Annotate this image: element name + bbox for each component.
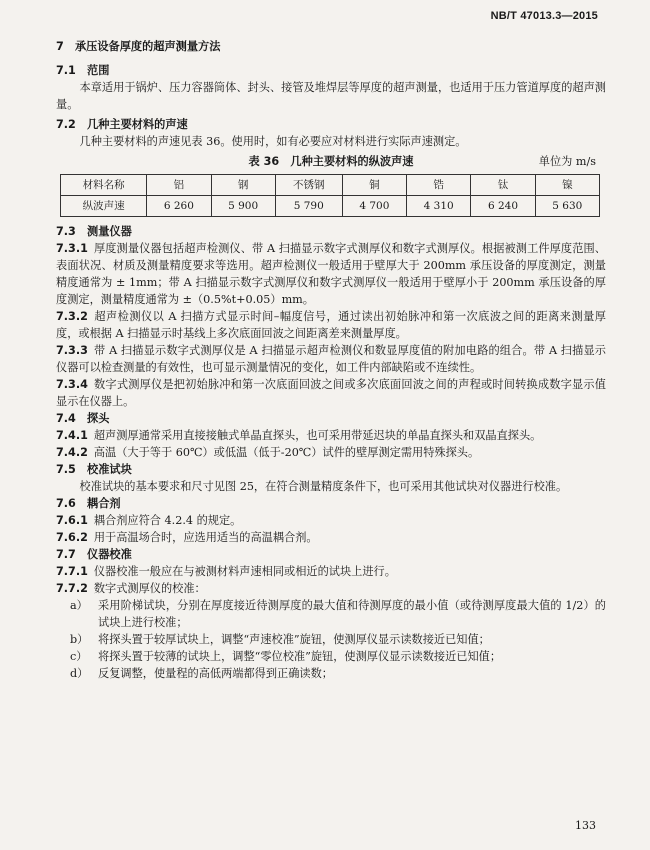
page-body: [56, 38, 606, 682]
list-item: [56, 648, 606, 665]
section-7-5-title: 7.5 校准试块: [56, 463, 132, 476]
list-item-text: 采用阶梯试块，分别在厚度接近待测厚度的最大值和待测厚度的最小值（或待测厚度最大值的 1/2）的试块上进行校准；: [98, 599, 606, 629]
clause-number: 7.4.2: [56, 446, 88, 459]
table-cell: 5 790: [275, 196, 342, 217]
clause-number: 7.7.2: [56, 582, 88, 595]
table-36: [60, 174, 600, 217]
clause-text: 耦合剂应符合 4.2.4 的规定。: [93, 514, 242, 527]
list-item: [56, 597, 606, 631]
section-7-1-title: 7.1 范围: [56, 64, 110, 77]
list-marker: d）: [70, 667, 89, 680]
list-item: [56, 665, 606, 682]
clause-number: 7.6.1: [56, 514, 88, 527]
clause-text: 数字式测厚仪是把初始脉冲和第一次底面回波之间或多次底面回波之间的声程或时间转换成数字显示值显示在仪器上。: [56, 378, 606, 408]
clause-7-3-2: [56, 308, 606, 342]
table-cell: 4 700: [342, 196, 406, 217]
list-item-text: 将探头置于较厚试块上，调整“声速校准”旋钮，使测厚仪显示读数接近已知值；: [98, 633, 490, 646]
clause-number: 7.3.1: [56, 242, 88, 255]
list-marker: a）: [70, 599, 88, 612]
clause-7-3-4: [56, 376, 606, 410]
clause-number: 7.7.1: [56, 565, 88, 578]
table-36-caption-row: [56, 153, 606, 172]
table-header-cell: 镍: [535, 175, 599, 196]
table-header-cell: 钛: [471, 175, 535, 196]
clause-text: 超声测厚通常采用直接接触式单晶直探头，也可采用带延迟块的单晶直探头和双晶直探头。: [93, 429, 542, 442]
clause-number: 7.3.4: [56, 378, 88, 391]
table-header-cell: 不锈钢: [275, 175, 342, 196]
calibration-steps: [56, 597, 606, 682]
clause-7-4-1: [56, 427, 606, 444]
clause-text: 带 A 扫描显示数字式测厚仪是 A 扫描显示超声检测仪和数显厚度值的附加电路的组合。带 A 扫描显示仪器可以检查测量的有效性，也可显示测量情况的变化，如工件内部缺陷或不连续性。: [56, 344, 606, 374]
section-7-3-title: 7.3 测量仪器: [56, 225, 132, 238]
table-row: [61, 196, 600, 217]
list-marker: c）: [70, 650, 88, 663]
clause-text: 超声检测仪以 A 扫描方式显示时间–幅度信号，通过读出初始脉冲和第一次底波之间的距离来测量厚度，或根据 A 扫描显示时基线上多次底面回波之间距离差来测量厚度。: [56, 310, 606, 340]
clause-number: 7.3.3: [56, 344, 88, 357]
clause-7-7-1: [56, 563, 606, 580]
list-item-text: 反复调整，使量程的高低两端都得到正确读数；: [98, 667, 333, 680]
clause-text: 数字式测厚仪的校准：: [93, 582, 206, 595]
page-number: 133: [575, 819, 596, 832]
clause-7-6-2: [56, 529, 606, 546]
section-7-title: 7 承压设备厚度的超声测量方法: [56, 40, 221, 53]
clause-7-3-3: [56, 342, 606, 376]
clause-text: 高温（大于等于 60℃）或低温（低于-20℃）试件的壁厚测定需用特殊探头。: [93, 446, 480, 459]
clause-text: 用于高温场合时，应选用适当的高温耦合剂。: [93, 531, 318, 544]
table-cell: 6 240: [471, 196, 535, 217]
table-36-caption: 表 36 几种主要材料的纵波声速: [248, 155, 414, 168]
clause-text: 仪器校准一般应在与被测材料声速相同或相近的试块上进行。: [93, 565, 396, 578]
table-header-cell: 材料名称: [61, 175, 147, 196]
clause-7-6-1: [56, 512, 606, 529]
clause-number: 7.3.2: [56, 310, 88, 323]
table-header-cell: 铝: [147, 175, 211, 196]
section-7-6-title: 7.6 耦合剂: [56, 497, 121, 510]
clause-7-4-2: [56, 444, 606, 461]
table-cell: 5 900: [211, 196, 275, 217]
table-cell: 5 630: [535, 196, 599, 217]
section-7-2-text: 几种主要材料的声速见表 36。使用时，如有必要应对材料进行实际声速测定。: [79, 135, 467, 148]
clause-7-7-2: [56, 580, 606, 597]
list-item: [56, 631, 606, 648]
clause-number: 7.6.2: [56, 531, 88, 544]
table-36-unit: 单位为 m/s: [538, 155, 596, 168]
table-header-cell: 锆: [407, 175, 471, 196]
document-id: NB/T 47013.3—2015: [490, 10, 598, 22]
list-item-text: 将探头置于较薄的试块上，调整“零位校准”旋钮，使测厚仪显示读数接近已知值；: [98, 650, 502, 663]
table-cell: 4 310: [407, 196, 471, 217]
table-header-cell: 钢: [211, 175, 275, 196]
clause-7-3-1: [56, 240, 606, 308]
clause-number: 7.4.1: [56, 429, 88, 442]
list-marker: b）: [70, 633, 89, 646]
table-header-cell: 铜: [342, 175, 406, 196]
section-7-7-title: 7.7 仪器校准: [56, 548, 132, 561]
section-7-4-title: 7.4 探头: [56, 412, 110, 425]
table-cell: 6 260: [147, 196, 211, 217]
section-7-1-text: 本章适用于锅炉、压力容器筒体、封头、接管及堆焊层等厚度的超声测量，也适用于压力管道厚度的超声测量。: [56, 81, 606, 111]
section-7-5-text: 校准试块的基本要求和尺寸见图 25，在符合测量精度条件下，也可采用其他试块对仪器进行校准。: [79, 480, 568, 493]
clause-text: 厚度测量仪器包括超声检测仪、带 A 扫描显示数字式测厚仪和数字式测厚仪。根据被测工件厚度范围、表面状况、材质及测量精度要求等选用。超声检测仪一般适用于壁厚大于 200mm 承压设备的厚度测定，测量精度通常为 ± 1mm；带 A 扫描显示数字式测厚仪和数字式测厚仪一般适用于壁厚小于 200mm 承压设备的厚度测定，测量精度通常为 ±（0.5%t+0.05）mm。: [56, 242, 606, 306]
table-cell: 纵波声速: [61, 196, 147, 217]
table-header-row: [61, 175, 600, 196]
section-7-2-title: 7.2 几种主要材料的声速: [56, 118, 188, 131]
